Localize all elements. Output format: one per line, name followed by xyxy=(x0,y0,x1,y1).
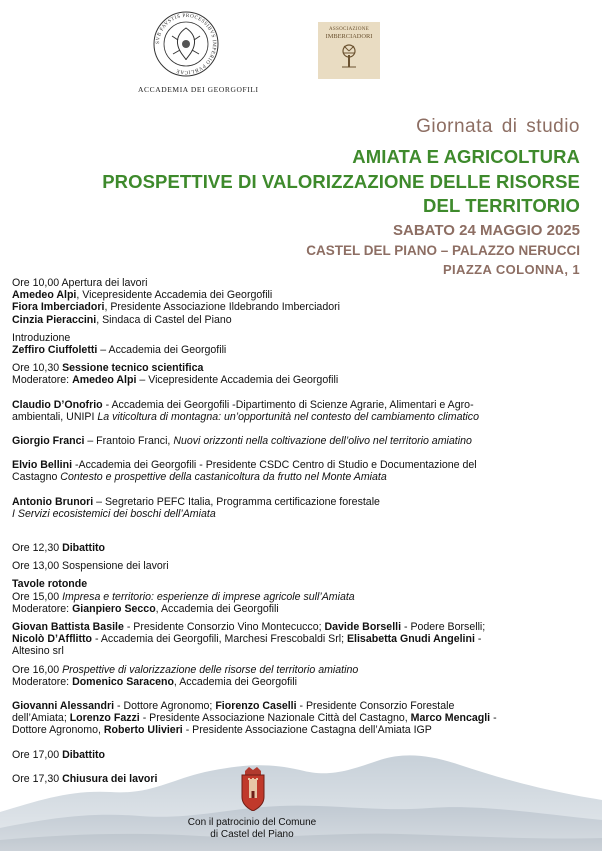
participant-role: dell’Amiata; xyxy=(12,712,70,725)
participant-role: - xyxy=(474,633,482,646)
moderator-label: Moderatore: xyxy=(12,374,73,387)
introduction-label: Introduzione xyxy=(12,331,71,344)
talk-title: I Servizi ecosistemici dei boschi dell’Amiata xyxy=(12,507,216,520)
table-title: Impresa e territorio: esperienze di imprese agricole sull’Amiata xyxy=(62,590,355,603)
opening-time: Ore 10,00 xyxy=(12,277,62,289)
round-table-1-participants xyxy=(12,621,584,658)
tree-icon xyxy=(338,41,360,69)
participant-role: - Presidente Consorzio Forestale xyxy=(296,700,455,713)
suspension: Ore 13,00 Sospensione dei lavori xyxy=(12,560,169,573)
talk-4 xyxy=(12,496,584,520)
academy-logo xyxy=(138,10,259,94)
speaker-role: , Presidente Associazione Ildebrando Imberciadori xyxy=(104,301,340,314)
speaker-affiliation: - Accademia dei Georgofili -Dipartimento di Scienze Agrarie, Alimentari e Agro- xyxy=(102,398,474,411)
round-tables-heading xyxy=(12,578,584,590)
event-venue: CASTEL DEL PIANO – PALAZZO NERUCCI xyxy=(306,243,580,258)
round-tables-label: Tavole rotonde xyxy=(12,578,88,591)
talk-title: Contesto e prospettive della castanicoltura da frutto nel Monte Amiata xyxy=(60,471,387,484)
speaker-affiliation: -Accademia dei Georgofili - Presidente CSDC Centro di Studio e Documentazione del xyxy=(72,459,477,472)
speaker-affiliation: ambientali, UNIPI xyxy=(12,410,98,423)
round-table-1-moderator xyxy=(12,603,584,615)
event-kind: Giornata di studio xyxy=(416,116,580,137)
talk-title: Nuovi orizzonti nella coltivazione dell’olivo nel territorio amiatino xyxy=(173,435,472,448)
speaker-role: , Sindaca di Castel del Piano xyxy=(96,313,232,326)
association-logo xyxy=(318,22,380,79)
participant-role: - xyxy=(490,712,497,725)
debate-time: Ore 12,30 xyxy=(12,542,63,555)
moderator-role: , Accademia dei Georgofili xyxy=(155,602,279,615)
debate-1 xyxy=(12,542,584,554)
talk-1 xyxy=(12,399,584,423)
session-time: Ore 10,30 xyxy=(12,362,63,375)
patronage-line2: di Castel del Piano xyxy=(210,828,294,840)
debate-label: Dibattito xyxy=(62,542,106,555)
round-table-2-participants xyxy=(12,700,584,737)
seal-icon xyxy=(152,10,220,78)
event-title-line2: PROSPETTIVE DI VALORIZZAZIONE DELLE RISORSE xyxy=(102,171,580,192)
participant-role: Altesino srl xyxy=(12,645,64,658)
debate-time: Ore 17,00 xyxy=(12,748,63,761)
moderator-role: , Accademia dei Georgofili xyxy=(173,675,297,688)
speaker-name: Elvio Bellini xyxy=(12,459,73,472)
closing-label: Chiusura dei lavori xyxy=(62,772,158,785)
speaker-name: Giorgio Franci xyxy=(12,435,85,448)
participant-role: - Accademia dei Georgofili, Marchesi Frescobaldi Srl; xyxy=(92,633,347,646)
round-table-2-moderator xyxy=(12,676,584,688)
moderator-label: Moderatore: xyxy=(12,602,73,615)
opening-label: Apertura dei lavori xyxy=(61,277,148,289)
speaker-name: Fiora Imberciadori xyxy=(12,301,105,314)
round-table-2-heading xyxy=(12,664,584,676)
speaker-name: Zeffiro Ciuffoletti xyxy=(12,344,98,357)
patronage-note xyxy=(152,817,352,840)
opening-heading xyxy=(12,277,584,289)
table-time: Ore 15,00 xyxy=(12,590,63,603)
participant-name: Elisabetta Gnudi Angelini xyxy=(346,633,475,646)
event-date: SABATO 24 MAGGIO 2025 xyxy=(392,222,580,239)
technical-session-heading xyxy=(12,362,584,374)
participant-role: - Presidente Consorzio Vino Montecucco; xyxy=(123,621,325,634)
participant-name: Lorenzo Fazzi xyxy=(69,712,140,725)
speaker-name: Cinzia Pieraccini xyxy=(12,313,97,326)
speaker-role: , Vicepresidente Accademia dei Georgofili xyxy=(76,289,273,302)
program xyxy=(12,277,584,785)
talk-3 xyxy=(12,459,584,483)
talk-title: La viticoltura di montagna: un’opportunità nel contesto del cambiamento climatico xyxy=(97,410,479,423)
event-title-line1: AMIATA E AGRICOLTURA xyxy=(352,146,580,167)
municipal-crest-icon xyxy=(239,767,267,811)
debate-2 xyxy=(12,749,584,761)
talk-2 xyxy=(12,435,584,447)
moderator-name: Domenico Saraceno xyxy=(72,675,174,688)
speaker-name: Amedeo Alpi xyxy=(12,289,77,302)
table-time: Ore 16,00 xyxy=(12,663,63,676)
participant-name: Fiorenzo Caselli xyxy=(215,700,297,713)
speaker-role: – Accademia dei Georgofili xyxy=(97,344,227,357)
closing-time: Ore 17,30 xyxy=(12,772,63,785)
speaker-name: Claudio D’Onofrio xyxy=(12,398,103,411)
introduction-speaker xyxy=(12,344,584,356)
participant-name: Giovan Battista Basile xyxy=(12,621,124,634)
participant-name: Roberto Ulivieri xyxy=(103,724,183,737)
debate-label: Dibattito xyxy=(62,748,106,761)
moderator-name: Amedeo Alpi xyxy=(72,374,137,387)
participant-role: - Podere Borselli; xyxy=(401,621,486,634)
academy-caption: ACCADEMIA DEI GEORGOFILI xyxy=(138,85,259,94)
participant-role: - Dottore Agronomo; xyxy=(114,700,216,713)
participant-role: - Presidente Associazione Nazionale Città del Castagno, xyxy=(139,712,411,725)
participant-name: Davide Borselli xyxy=(324,621,402,634)
patronage-line1: Con il patrocinio del Comune xyxy=(187,817,317,828)
moderator-label: Moderatore: xyxy=(12,675,73,688)
event-title-line3: DEL TERRITORIO xyxy=(423,195,580,216)
participant-role: - Presidente Associazione Castagna dell’Amiata IGP xyxy=(182,724,432,737)
speaker-name: Antonio Brunori xyxy=(12,495,94,508)
participant-name: Giovanni Alessandri xyxy=(12,700,115,713)
closing xyxy=(12,773,584,785)
participant-name: Marco Mencagli xyxy=(410,712,491,725)
moderator-name: Gianpiero Secco xyxy=(72,602,156,615)
association-logo-top: ASSOCIAZIONE xyxy=(329,27,369,32)
session-label: Sessione tecnico scientifica xyxy=(62,362,204,375)
moderator-role: – Vicepresidente Accademia dei Georgofili xyxy=(136,374,339,387)
opening-speaker xyxy=(12,314,584,326)
opening-speaker xyxy=(12,301,584,313)
association-logo-name: IMBERCIADORI xyxy=(325,33,373,40)
seal-motto: SVB FAVSTIS PROCESSIBVS IMPERIO PVBLICAE xyxy=(154,12,218,76)
table-title: Prospettive di valorizzazione delle risorse del territorio amiatino xyxy=(62,663,359,676)
speaker-affiliation: Castagno xyxy=(12,471,61,484)
speaker-affiliation: – Segretario PEFC Italia, Programma certificazione forestale xyxy=(93,495,380,508)
opening-speaker xyxy=(12,289,584,301)
participant-name: Nicolò D’Afflitto xyxy=(12,633,93,646)
round-table-1-heading xyxy=(12,591,584,603)
participant-role: Dottore Agronomo, xyxy=(12,724,104,737)
technical-session-moderator xyxy=(12,374,584,386)
speaker-affiliation: – Frantoio Franci, xyxy=(84,435,174,448)
event-address: PIAZZA COLONNA, 1 xyxy=(442,262,580,277)
